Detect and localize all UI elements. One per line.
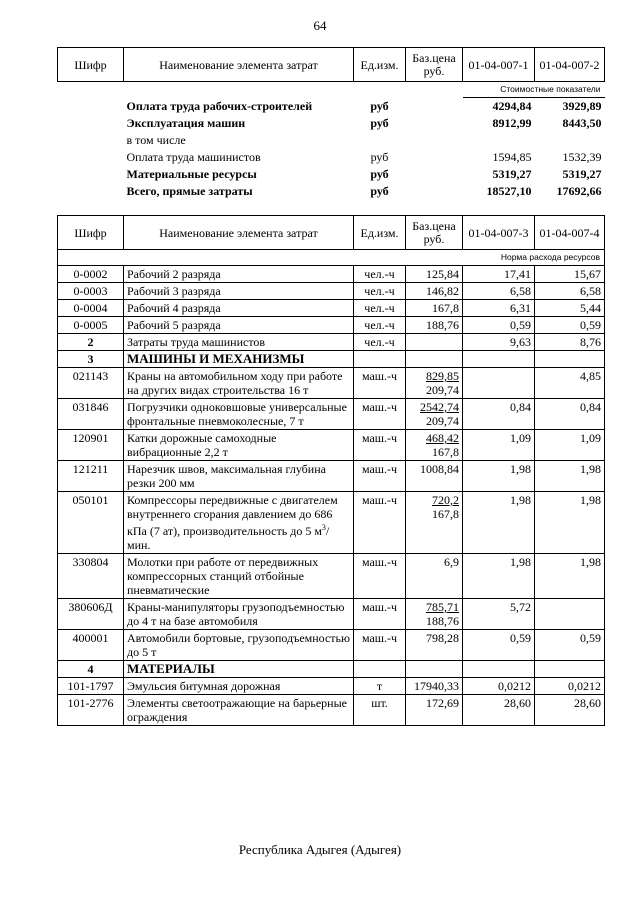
- subheader-label: Норма расхода ресурсов: [58, 250, 605, 266]
- resource-name-text: Затраты труда машинистов: [127, 335, 266, 349]
- cost-item-unit: руб: [370, 116, 389, 130]
- page-number: 64: [313, 18, 327, 33]
- resource-norm-4: 0,84: [535, 399, 605, 430]
- header-unit: Ед.изм.: [354, 48, 406, 82]
- resource-norm-4: 28,60: [535, 695, 605, 726]
- resource-code: 3: [58, 351, 124, 368]
- resource-norm-4: 1,09: [535, 430, 605, 461]
- resource-code: 101-1797: [58, 678, 124, 695]
- table-row: [58, 461, 605, 492]
- table-row: [58, 300, 605, 317]
- price-labor: 209,74: [426, 414, 459, 428]
- resource-base-price: [406, 334, 463, 351]
- resource-name: [124, 351, 354, 368]
- resource-name-text: Рабочий 4 разряда: [127, 301, 221, 315]
- subheader-label: Стоимостные показатели: [463, 82, 605, 98]
- table-row: [58, 678, 605, 695]
- table-row: [58, 115, 605, 132]
- cost-item-unit: руб: [370, 98, 389, 113]
- resource-norm-4: 0,59: [535, 317, 605, 334]
- resource-norm-4: 4,85: [535, 368, 605, 399]
- table-row: [58, 399, 605, 430]
- cost-item-unit: [354, 132, 406, 149]
- table-header-row: [58, 216, 605, 250]
- price-total: 785,71: [426, 600, 459, 614]
- resource-unit: маш.-ч: [354, 492, 406, 554]
- resource-unit: маш.-ч: [354, 430, 406, 461]
- header-base-price: Баз.цена руб.: [406, 216, 463, 250]
- subheader-row: [58, 250, 605, 266]
- cost-item-unit: руб: [370, 184, 389, 198]
- resource-base-price: [406, 661, 463, 678]
- cost-item-name: Материальные ресурсы: [126, 167, 257, 181]
- resource-base-price: 146,82: [406, 283, 463, 300]
- header-col-4: 01-04-007-4: [535, 216, 605, 250]
- cost-item-value-1: 5319,27: [492, 167, 532, 181]
- resource-code: 050101: [58, 492, 124, 554]
- resource-name: [124, 430, 354, 461]
- resource-name: [124, 461, 354, 492]
- cost-item-value-1: 4294,84: [492, 99, 532, 113]
- resource-name-text: Погрузчики одноковшовые универсальные фронтальные пневмоколесные, 7 т: [127, 400, 347, 428]
- resource-norm-3: 1,98: [463, 461, 535, 492]
- cost-item-name: Оплата труда рабочих-строителей: [126, 98, 313, 113]
- resource-name-text: Рабочий 5 разряда: [127, 318, 221, 332]
- resource-code: 031846: [58, 399, 124, 430]
- header-code: Шифр: [58, 216, 124, 250]
- resource-base-price: 1008,84: [406, 461, 463, 492]
- resource-name-text: Краны на автомобильном ходу при работе на других видах строительства 16 т: [127, 369, 343, 397]
- resource-name-text: Молотки при работе от передвижных компрессорных станций отбойные пневматические: [127, 555, 319, 597]
- resource-base-price: 188,76: [406, 317, 463, 334]
- resource-name-text: Автомобили бортовые, грузоподъемностью до 5 т: [127, 631, 350, 659]
- resource-unit: чел.-ч: [354, 300, 406, 317]
- price-labor: 167,8: [432, 507, 459, 521]
- resource-norm-3: [463, 351, 535, 368]
- price-fraction: [426, 600, 459, 628]
- resource-norm-4: [535, 661, 605, 678]
- resource-base-price: 798,28: [406, 630, 463, 661]
- resource-unit: маш.-ч: [354, 399, 406, 430]
- resource-name-text: МАШИНЫ И МЕХАНИЗМЫ: [127, 351, 305, 366]
- resource-code: 0-0005: [58, 317, 124, 334]
- cost-item-name: Эксплуатация машин: [126, 116, 246, 130]
- resource-code: 2: [58, 334, 124, 351]
- section-row: [58, 661, 605, 678]
- resource-norm-4: 0,59: [535, 630, 605, 661]
- header-col-3: 01-04-007-3: [463, 216, 535, 250]
- table-row: [58, 266, 605, 283]
- resource-base-price: [406, 351, 463, 368]
- resource-unit: маш.-ч: [354, 630, 406, 661]
- header-col-1: 01-04-007-1: [463, 48, 535, 82]
- resource-norm-4: 1,98: [535, 554, 605, 599]
- resource-name-text: Рабочий 3 разряда: [127, 284, 221, 298]
- header-code: Шифр: [58, 48, 124, 82]
- cost-item-value-1: 1594,85: [492, 150, 532, 164]
- table-header-row: [58, 48, 605, 82]
- header-col-2: 01-04-007-2: [535, 48, 605, 82]
- resource-base-price: 167,8: [406, 300, 463, 317]
- price-total: 468,42: [426, 431, 459, 445]
- resource-unit: шт.: [354, 695, 406, 726]
- resource-norm-3: [463, 368, 535, 399]
- cost-item-value-2: 5319,27: [562, 167, 602, 181]
- table-row: [58, 630, 605, 661]
- cost-item-value-2: 1532,39: [562, 150, 602, 164]
- resource-norm-4: 8,76: [535, 334, 605, 351]
- price-fraction: [426, 369, 459, 397]
- resource-name-text: Рабочий 2 разряда: [127, 267, 221, 281]
- footer-region: Республика Адыгея (Адыгея): [238, 842, 402, 857]
- resource-base-price: [406, 492, 463, 554]
- table-row: [58, 166, 605, 183]
- resource-name-text: Краны-манипуляторы грузоподъемностью до 4 т на базе автомобиля: [127, 600, 345, 628]
- price-labor: 209,74: [426, 383, 459, 397]
- resource-code: 380606Д: [58, 599, 124, 630]
- resource-norms-table: [57, 215, 605, 726]
- resource-name: [124, 399, 354, 430]
- header-base-price: Баз.цена руб.: [406, 48, 463, 82]
- table-row: [58, 368, 605, 399]
- resource-name: [124, 630, 354, 661]
- resource-norm-3: 1,09: [463, 430, 535, 461]
- resource-base-price: 172,69: [406, 695, 463, 726]
- resource-unit: маш.-ч: [354, 599, 406, 630]
- cost-item-value-1: 8912,99: [492, 116, 532, 130]
- resource-name: [124, 661, 354, 678]
- resource-name: [124, 317, 354, 334]
- resource-code: 4: [58, 661, 124, 678]
- resource-norm-4: 0,0212: [535, 678, 605, 695]
- resource-name-text: Элементы светоотражающие на барьерные ограждения: [127, 696, 347, 724]
- table-row: [58, 492, 605, 554]
- resource-base-price: 17940,33: [406, 678, 463, 695]
- resource-name: [124, 283, 354, 300]
- header-name: Наименование элемента затрат: [124, 48, 354, 82]
- resource-name: [124, 334, 354, 351]
- resource-name: [124, 554, 354, 599]
- cost-item-value-1: [463, 132, 535, 149]
- resource-code: 121211: [58, 461, 124, 492]
- cost-item-value-2: 3929,89: [562, 99, 602, 113]
- price-labor: 167,8: [432, 445, 459, 459]
- price-labor: 188,76: [426, 614, 459, 628]
- resource-unit: чел.-ч: [354, 283, 406, 300]
- table-row: [58, 695, 605, 726]
- resource-unit: маш.-ч: [354, 554, 406, 599]
- resource-base-price: [406, 368, 463, 399]
- resource-name: [124, 266, 354, 283]
- resource-code: 021143: [58, 368, 124, 399]
- resource-code: 0-0003: [58, 283, 124, 300]
- cost-item-name: Всего, прямые затраты: [126, 184, 253, 198]
- resource-norm-4: 5,44: [535, 300, 605, 317]
- resource-base-price: [406, 399, 463, 430]
- resource-name: [124, 599, 354, 630]
- resource-unit: чел.-ч: [354, 317, 406, 334]
- resource-name-text: МАТЕРИАЛЫ: [127, 661, 215, 676]
- header-name: Наименование элемента затрат: [124, 216, 354, 250]
- resource-norm-4: 15,67: [535, 266, 605, 283]
- table-row: [58, 183, 605, 200]
- table-row: [58, 317, 605, 334]
- table-row: [58, 132, 605, 149]
- resource-code: 0-0004: [58, 300, 124, 317]
- resource-name: [124, 492, 354, 554]
- resource-unit: чел.-ч: [354, 266, 406, 283]
- cost-item-name: в том числе: [126, 133, 186, 147]
- resource-norm-3: 0,59: [463, 317, 535, 334]
- resource-name-tail: /мин.: [127, 524, 330, 552]
- cost-item-unit: руб: [370, 150, 389, 164]
- resource-code: 400001: [58, 630, 124, 661]
- resource-norm-3: 1,98: [463, 492, 535, 554]
- table-row: [58, 430, 605, 461]
- resource-code: 330804: [58, 554, 124, 599]
- section-row: [58, 351, 605, 368]
- table-row: [58, 149, 605, 166]
- resource-norm-4: 1,98: [535, 461, 605, 492]
- resource-norm-4: [535, 599, 605, 630]
- resource-base-price: 125,84: [406, 266, 463, 283]
- price-total: 829,85: [426, 369, 459, 383]
- cost-indicators-table: [57, 47, 605, 200]
- resource-norm-3: 6,58: [463, 283, 535, 300]
- resource-unit: т: [354, 678, 406, 695]
- resource-code: 101-2776: [58, 695, 124, 726]
- resource-name: [124, 678, 354, 695]
- resource-norm-3: 17,41: [463, 266, 535, 283]
- resource-code: 120901: [58, 430, 124, 461]
- price-total: 2542,74: [420, 400, 459, 414]
- cost-item-value-2: [535, 132, 605, 149]
- resource-norm-4: [535, 351, 605, 368]
- table-row: [58, 599, 605, 630]
- price-fraction: [426, 431, 459, 459]
- price-fraction: [420, 400, 459, 428]
- resource-base-price: 6,9: [406, 554, 463, 599]
- resource-unit: чел.-ч: [354, 334, 406, 351]
- resource-norm-3: 0,84: [463, 399, 535, 430]
- table-row: [58, 98, 605, 116]
- resource-base-price: [406, 430, 463, 461]
- cost-item-value-2: 8443,50: [562, 116, 602, 130]
- cost-item-name: Оплата труда машинистов: [126, 150, 261, 164]
- resource-name-text: Нарезчик швов, максимальная глубина резки 200 мм: [127, 462, 326, 490]
- resource-base-price: [406, 599, 463, 630]
- table-row: [58, 554, 605, 599]
- price-fraction: [432, 493, 459, 521]
- resource-norm-3: 9,63: [463, 334, 535, 351]
- resource-name-text: Эмульсия битумная дорожная: [127, 679, 281, 693]
- resource-code: 0-0002: [58, 266, 124, 283]
- resource-norm-3: 5,72: [463, 599, 535, 630]
- table-row: [58, 334, 605, 351]
- subheader-row: [58, 82, 605, 98]
- resource-norm-3: [463, 661, 535, 678]
- resource-norm-3: 1,98: [463, 554, 535, 599]
- resource-norm-4: 1,98: [535, 492, 605, 554]
- resource-unit: маш.-ч: [354, 461, 406, 492]
- resource-norm-3: 6,31: [463, 300, 535, 317]
- resource-unit: [354, 351, 406, 368]
- resource-name-sup: 3: [321, 523, 326, 532]
- resource-norm-3: 0,59: [463, 630, 535, 661]
- resource-name: [124, 368, 354, 399]
- price-total: 720,2: [432, 493, 459, 507]
- resource-norm-3: 0,0212: [463, 678, 535, 695]
- resource-name-text: Компрессоры передвижные с двигателем внутреннего сгорания давлением до 686 кПа (7 ат), производительность до 5 м: [127, 493, 338, 538]
- resource-unit: [354, 661, 406, 678]
- resource-name: [124, 695, 354, 726]
- cost-item-unit: руб: [370, 167, 389, 181]
- resource-unit: маш.-ч: [354, 368, 406, 399]
- resource-norm-3: 28,60: [463, 695, 535, 726]
- resource-name: [124, 300, 354, 317]
- table-row: [58, 283, 605, 300]
- cost-item-value-1: 18527,10: [486, 184, 532, 198]
- resource-norm-4: 6,58: [535, 283, 605, 300]
- header-unit: Ед.изм.: [354, 216, 406, 250]
- cost-item-value-2: 17692,66: [556, 184, 602, 198]
- resource-name-text: Катки дорожные самоходные вибрационные 2,2 т: [127, 431, 277, 459]
